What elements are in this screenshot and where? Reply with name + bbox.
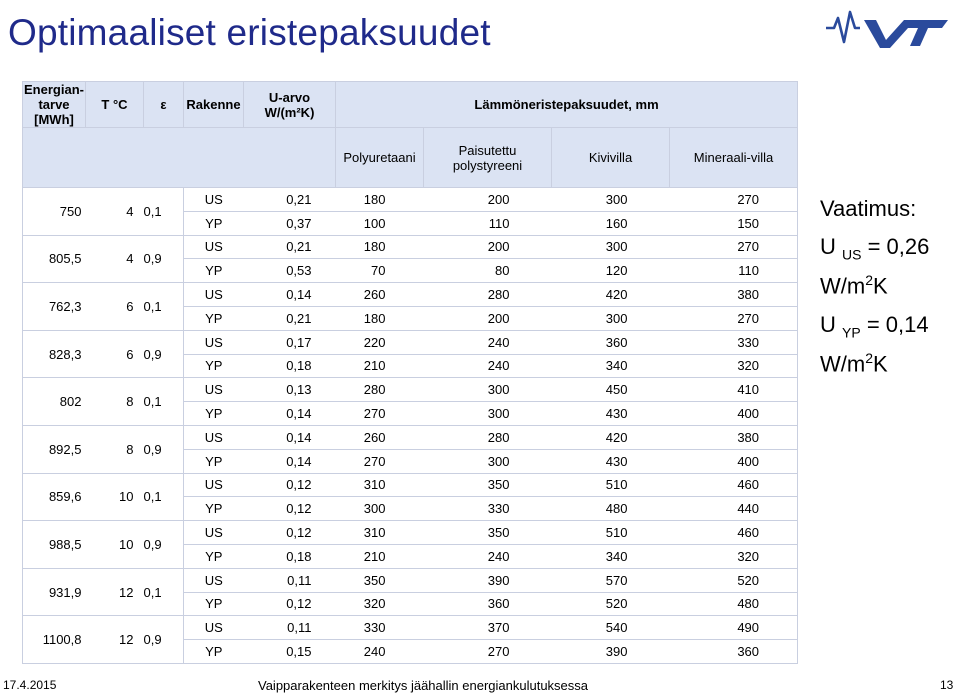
header-material: Paisutettu polystyreeni bbox=[424, 128, 552, 188]
thickness-cell: 310 bbox=[336, 521, 424, 545]
group-energy: 762,3 bbox=[23, 283, 86, 331]
thickness-cell: 380 bbox=[670, 283, 798, 307]
thickness-cell: 420 bbox=[552, 283, 670, 307]
structure-cell: US bbox=[184, 521, 244, 545]
requirements-panel bbox=[820, 196, 960, 389]
structure-cell: YP bbox=[184, 211, 244, 235]
thickness-cell: 360 bbox=[424, 592, 552, 616]
group-eps: 0,1 bbox=[144, 568, 184, 616]
uvalue-cell: 0,14 bbox=[244, 402, 336, 426]
group-eps: 0,9 bbox=[144, 425, 184, 473]
footer-title: Vaipparakenteen merkitys jäähallin energiankulutuksessa bbox=[258, 678, 589, 693]
thickness-cell: 80 bbox=[424, 259, 552, 283]
thickness-cell: 270 bbox=[336, 449, 424, 473]
requirement-yp: U $_{YP}$ = 0,14 $W/m^2K$ bbox=[820, 311, 929, 377]
uvalue-cell: 0,12 bbox=[244, 497, 336, 521]
structure-cell: YP bbox=[184, 354, 244, 378]
thickness-cell: 400 bbox=[670, 449, 798, 473]
thickness-cell: 270 bbox=[670, 188, 798, 212]
thickness-cell: 180 bbox=[336, 306, 424, 330]
thickness-cell: 300 bbox=[424, 402, 552, 426]
thickness-cell: 350 bbox=[336, 568, 424, 592]
thickness-cell: 520 bbox=[552, 592, 670, 616]
uvalue-cell: 0,18 bbox=[244, 544, 336, 568]
thickness-cell: 280 bbox=[424, 283, 552, 307]
thickness-cell: 360 bbox=[552, 330, 670, 354]
uvalue-cell: 0,15 bbox=[244, 640, 336, 664]
table-row bbox=[23, 616, 798, 640]
uvalue-cell: 0,14 bbox=[244, 425, 336, 449]
group-eps: 0,9 bbox=[144, 521, 184, 569]
thickness-cell: 320 bbox=[670, 354, 798, 378]
uvalue-cell: 0,13 bbox=[244, 378, 336, 402]
group-energy: 805,5 bbox=[23, 235, 86, 283]
header-material: Mineraali-villa bbox=[670, 128, 798, 188]
thickness-cell: 300 bbox=[552, 306, 670, 330]
structure-cell: US bbox=[184, 378, 244, 402]
table-row bbox=[23, 568, 798, 592]
thickness-cell: 390 bbox=[424, 568, 552, 592]
thickness-cell: 270 bbox=[670, 306, 798, 330]
requirements-heading: Vaatimus: bbox=[820, 196, 917, 221]
header-eps: ε bbox=[144, 82, 184, 128]
uvalue-cell: 0,21 bbox=[244, 235, 336, 259]
header-energy: Energian-tarve [MWh] bbox=[24, 82, 84, 127]
table-row bbox=[23, 473, 798, 497]
group-energy: 750 bbox=[23, 188, 86, 236]
group-energy: 931,9 bbox=[23, 568, 86, 616]
thickness-cell: 510 bbox=[552, 521, 670, 545]
thickness-cell: 460 bbox=[670, 521, 798, 545]
thickness-cell: 480 bbox=[670, 592, 798, 616]
thickness-cell: 200 bbox=[424, 235, 552, 259]
structure-cell: US bbox=[184, 616, 244, 640]
thickness-cell: 240 bbox=[336, 640, 424, 664]
group-eps: 0,1 bbox=[144, 283, 184, 331]
table-row bbox=[23, 283, 798, 307]
thickness-cell: 70 bbox=[336, 259, 424, 283]
thickness-cell: 150 bbox=[670, 211, 798, 235]
structure-cell: US bbox=[184, 425, 244, 449]
header-blank bbox=[23, 128, 336, 188]
group-temp: 10 bbox=[86, 473, 144, 521]
thickness-cell: 110 bbox=[424, 211, 552, 235]
thickness-cell: 330 bbox=[336, 616, 424, 640]
thickness-cell: 350 bbox=[424, 521, 552, 545]
structure-cell: US bbox=[184, 473, 244, 497]
uvalue-cell: 0,53 bbox=[244, 259, 336, 283]
structure-cell: YP bbox=[184, 259, 244, 283]
group-temp: 8 bbox=[86, 425, 144, 473]
thickness-cell: 440 bbox=[670, 497, 798, 521]
thickness-cell: 340 bbox=[552, 544, 670, 568]
structure-cell: US bbox=[184, 330, 244, 354]
header-structure: Rakenne bbox=[184, 82, 244, 128]
group-temp: 4 bbox=[86, 235, 144, 283]
thickness-cell: 340 bbox=[552, 354, 670, 378]
uvalue-cell: 0,12 bbox=[244, 521, 336, 545]
structure-cell: YP bbox=[184, 449, 244, 473]
thickness-cell: 570 bbox=[552, 568, 670, 592]
thickness-cell: 430 bbox=[552, 402, 670, 426]
structure-cell: US bbox=[184, 568, 244, 592]
thickness-cell: 180 bbox=[336, 188, 424, 212]
thickness-cell: 330 bbox=[424, 497, 552, 521]
thickness-cell: 120 bbox=[552, 259, 670, 283]
header-insulation: Lämmöneristepaksuudet, mm bbox=[336, 82, 798, 128]
footer-date: 17.4.2015 bbox=[3, 678, 57, 692]
group-temp: 10 bbox=[86, 521, 144, 569]
group-energy: 1100,8 bbox=[23, 616, 86, 664]
uvalue-cell: 0,14 bbox=[244, 449, 336, 473]
uvalue-cell: 0,12 bbox=[244, 473, 336, 497]
thickness-cell: 300 bbox=[336, 497, 424, 521]
group-eps: 0,1 bbox=[144, 378, 184, 426]
uvalue-cell: 0,11 bbox=[244, 616, 336, 640]
thickness-cell: 210 bbox=[336, 354, 424, 378]
group-energy: 988,5 bbox=[23, 521, 86, 569]
insulation-table bbox=[22, 81, 798, 664]
group-eps: 0,9 bbox=[144, 616, 184, 664]
thickness-cell: 410 bbox=[670, 378, 798, 402]
thickness-cell: 200 bbox=[424, 306, 552, 330]
group-eps: 0,1 bbox=[144, 473, 184, 521]
group-temp: 6 bbox=[86, 283, 144, 331]
uvalue-cell: 0,14 bbox=[244, 283, 336, 307]
uvalue-cell: 0,12 bbox=[244, 592, 336, 616]
table-body bbox=[23, 188, 798, 664]
structure-cell: YP bbox=[184, 592, 244, 616]
structure-cell: YP bbox=[184, 497, 244, 521]
thickness-cell: 280 bbox=[424, 425, 552, 449]
thickness-cell: 350 bbox=[424, 473, 552, 497]
thickness-cell: 360 bbox=[670, 640, 798, 664]
header-uvalue: U-arvo W/(m²K) bbox=[244, 82, 336, 128]
vtt-logo bbox=[824, 6, 950, 56]
group-eps: 0,9 bbox=[144, 235, 184, 283]
thickness-cell: 300 bbox=[424, 449, 552, 473]
group-eps: 0,9 bbox=[144, 330, 184, 378]
thickness-cell: 270 bbox=[670, 235, 798, 259]
group-temp: 6 bbox=[86, 330, 144, 378]
header-temp: T °C bbox=[86, 82, 144, 128]
header-material: Kivivilla bbox=[552, 128, 670, 188]
uvalue-cell: 0,18 bbox=[244, 354, 336, 378]
group-energy: 828,3 bbox=[23, 330, 86, 378]
group-energy: 892,5 bbox=[23, 425, 86, 473]
thickness-cell: 300 bbox=[552, 235, 670, 259]
slide-title: Optimaaliset eristepaksuudet bbox=[8, 12, 491, 53]
group-energy: 802 bbox=[23, 378, 86, 426]
thickness-cell: 460 bbox=[670, 473, 798, 497]
table-row bbox=[23, 235, 798, 259]
structure-cell: YP bbox=[184, 306, 244, 330]
thickness-cell: 430 bbox=[552, 449, 670, 473]
thickness-cell: 520 bbox=[670, 568, 798, 592]
thickness-cell: 280 bbox=[336, 378, 424, 402]
group-temp: 4 bbox=[86, 188, 144, 236]
structure-cell: YP bbox=[184, 402, 244, 426]
group-temp: 8 bbox=[86, 378, 144, 426]
table-row bbox=[23, 378, 798, 402]
uvalue-cell: 0,21 bbox=[244, 306, 336, 330]
thickness-cell: 400 bbox=[670, 402, 798, 426]
thickness-cell: 240 bbox=[424, 544, 552, 568]
thickness-cell: 180 bbox=[336, 235, 424, 259]
group-energy: 859,6 bbox=[23, 473, 86, 521]
thickness-cell: 260 bbox=[336, 283, 424, 307]
thickness-cell: 270 bbox=[336, 402, 424, 426]
thickness-cell: 330 bbox=[670, 330, 798, 354]
thickness-cell: 320 bbox=[670, 544, 798, 568]
thickness-cell: 210 bbox=[336, 544, 424, 568]
thickness-cell: 480 bbox=[552, 497, 670, 521]
thickness-cell: 450 bbox=[552, 378, 670, 402]
thickness-cell: 310 bbox=[336, 473, 424, 497]
thickness-cell: 220 bbox=[336, 330, 424, 354]
thickness-cell: 110 bbox=[670, 259, 798, 283]
group-temp: 12 bbox=[86, 568, 144, 616]
group-temp: 12 bbox=[86, 616, 144, 664]
group-eps: 0,1 bbox=[144, 188, 184, 236]
table-row bbox=[23, 521, 798, 545]
uvalue-cell: 0,11 bbox=[244, 568, 336, 592]
thickness-cell: 370 bbox=[424, 616, 552, 640]
thickness-cell: 270 bbox=[424, 640, 552, 664]
thickness-cell: 240 bbox=[424, 330, 552, 354]
structure-cell: US bbox=[184, 235, 244, 259]
uvalue-cell: 0,21 bbox=[244, 188, 336, 212]
thickness-cell: 160 bbox=[552, 211, 670, 235]
thickness-cell: 420 bbox=[552, 425, 670, 449]
structure-cell: US bbox=[184, 188, 244, 212]
uvalue-cell: 0,17 bbox=[244, 330, 336, 354]
thickness-cell: 200 bbox=[424, 188, 552, 212]
structure-cell: YP bbox=[184, 640, 244, 664]
thickness-cell: 510 bbox=[552, 473, 670, 497]
thickness-cell: 300 bbox=[424, 378, 552, 402]
uvalue-cell: 0,37 bbox=[244, 211, 336, 235]
table-row bbox=[23, 188, 798, 212]
table-row bbox=[23, 425, 798, 449]
thickness-cell: 300 bbox=[552, 188, 670, 212]
thickness-cell: 240 bbox=[424, 354, 552, 378]
thickness-cell: 540 bbox=[552, 616, 670, 640]
thickness-cell: 260 bbox=[336, 425, 424, 449]
thickness-cell: 490 bbox=[670, 616, 798, 640]
table-row bbox=[23, 330, 798, 354]
structure-cell: YP bbox=[184, 544, 244, 568]
page-number: 13 bbox=[940, 678, 954, 692]
thickness-cell: 100 bbox=[336, 211, 424, 235]
header-material: Polyuretaani bbox=[336, 128, 424, 188]
requirement-us: U $_{US}$ = 0,26 $W/m^2K$ bbox=[820, 234, 930, 299]
structure-cell: US bbox=[184, 283, 244, 307]
thickness-cell: 380 bbox=[670, 425, 798, 449]
thickness-cell: 390 bbox=[552, 640, 670, 664]
thickness-cell: 320 bbox=[336, 592, 424, 616]
